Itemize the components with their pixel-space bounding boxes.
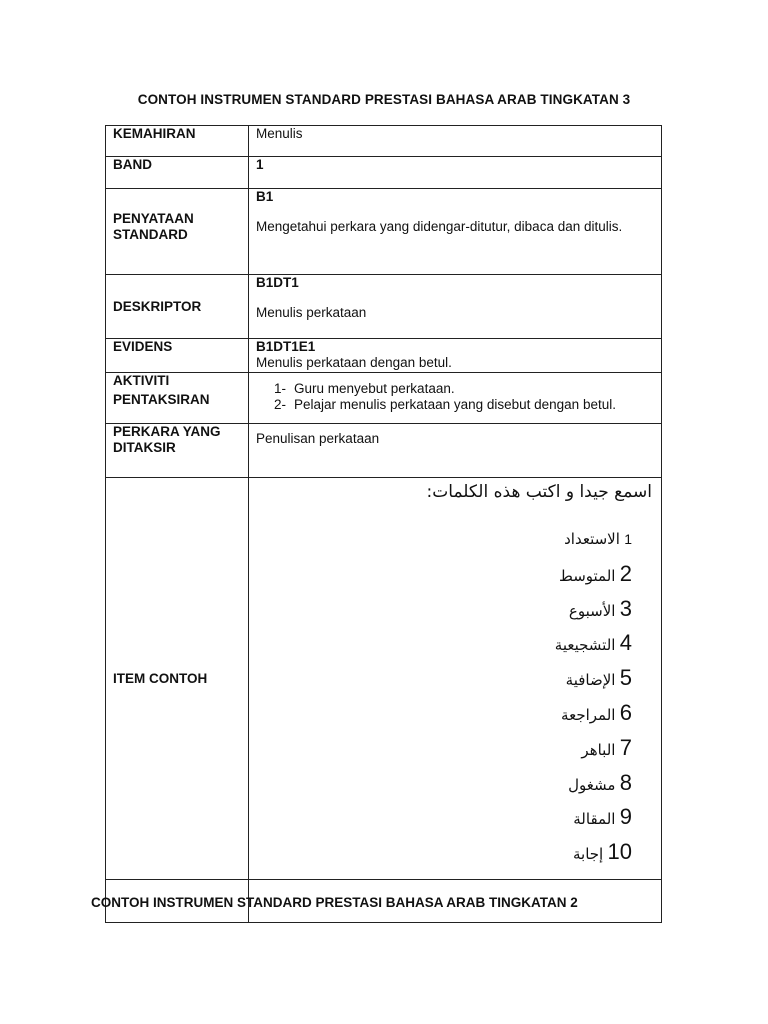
table-row-band xyxy=(106,157,662,189)
value-band xyxy=(249,157,662,189)
list-item: 8 مشغول xyxy=(568,769,632,795)
label-aktiviti xyxy=(106,373,249,424)
label-penyataan-text: PENYATAAN STANDARD xyxy=(113,211,194,242)
label-aktiviti-line2: PENTAKSIRAN xyxy=(113,392,210,407)
label-kemahiran: KEMAHIRAN xyxy=(106,126,249,157)
label-deskriptor-text: DESKRIPTOR xyxy=(113,298,202,314)
label-item-contoh xyxy=(106,478,249,880)
table-row-item-contoh xyxy=(106,478,662,880)
list-item: 2- Pelajar menulis perkataan yang disebut dengan betul. xyxy=(274,397,616,412)
list-item: 3 الأسبوع xyxy=(568,595,632,621)
arabic-word-list xyxy=(256,522,632,870)
label-evidens: EVIDENS xyxy=(106,339,249,373)
list-item: 10 إجابة xyxy=(572,839,632,865)
value-evidens xyxy=(249,339,662,373)
value-aktiviti xyxy=(249,373,662,424)
activity-list xyxy=(256,381,654,413)
text-evidens: Menulis perkataan dengan betul. xyxy=(256,355,452,370)
value-perkara xyxy=(249,424,662,478)
value-item-contoh xyxy=(249,478,662,880)
label-deskriptor xyxy=(106,275,249,339)
value-deskriptor xyxy=(249,275,662,339)
label-band: BAND xyxy=(106,157,249,189)
list-item: 6 المراجعة xyxy=(561,699,632,725)
next-section-title: CONTOH INSTRUMEN STANDARD PRESTASI BAHASA ARAB TINGKATAN 2 xyxy=(91,895,578,910)
table-row-aktiviti xyxy=(106,373,662,424)
list-item: 1- Guru menyebut perkataan. xyxy=(274,381,455,396)
label-perkara xyxy=(106,424,249,478)
page-title: CONTOH INSTRUMEN STANDARD PRESTASI BAHASA ARAB TINGKATAN 3 xyxy=(137,92,631,107)
label-item-text: ITEM CONTOH xyxy=(113,670,208,686)
text-perkara: Penulisan perkataan xyxy=(256,431,380,446)
code-deskriptor: B1DT1 xyxy=(256,275,299,290)
arabic-exercise xyxy=(256,484,654,870)
code-penyataan: B1 xyxy=(256,189,274,204)
table-row-perkara xyxy=(106,424,662,478)
label-perkara-line2: DITAKSIR xyxy=(113,440,176,455)
label-perkara-line1: PERKARA YANG xyxy=(113,424,221,439)
text-deskriptor: Menulis perkataan xyxy=(256,305,367,320)
table-row-penyataan-standard xyxy=(106,189,662,275)
label-aktiviti-line1: AKTIVITI xyxy=(113,373,170,388)
list-item: 7 الباهر xyxy=(581,734,632,760)
table-row-deskriptor xyxy=(106,275,662,339)
table-row-evidens xyxy=(106,339,662,373)
list-item: 4 التشجيعية xyxy=(554,630,632,656)
code-evidens: B1DT1E1 xyxy=(256,339,316,354)
table-row-kemahiran xyxy=(106,126,662,157)
list-item: 1 الاستعداد xyxy=(564,530,632,548)
list-item: 2 المتوسط xyxy=(558,560,632,586)
text-penyataan: Mengetahui perkara yang didengar-ditutur, dibaca dan ditulis. xyxy=(256,219,623,234)
list-item: 5 الإضافية xyxy=(565,665,632,691)
label-penyataan-standard xyxy=(106,189,249,275)
value-penyataan-standard xyxy=(249,189,662,275)
value-kemahiran: Menulis xyxy=(249,126,662,157)
band-number: 1 xyxy=(256,157,264,172)
list-item: 9 المقالة xyxy=(573,804,632,830)
assessment-table xyxy=(105,125,662,923)
arabic-instruction: اسمع جيدا و اكتب هذه الكلمات: xyxy=(426,482,652,502)
